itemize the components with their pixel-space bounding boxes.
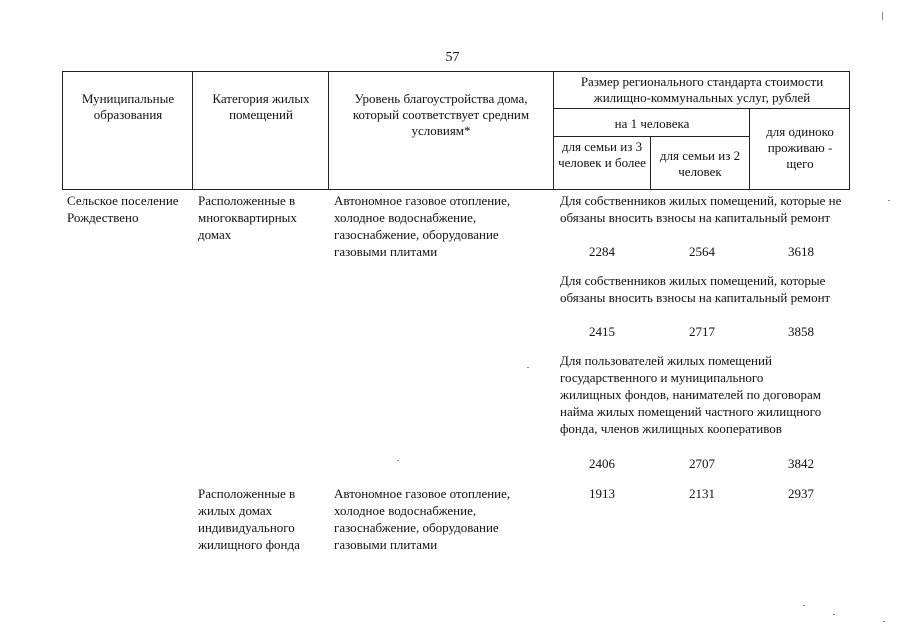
row1-category: Расположенные в многоквартирных домах: [198, 193, 297, 242]
scan-speck: [882, 12, 883, 20]
scan-speck: [803, 605, 805, 606]
scan-speck: [888, 200, 890, 201]
scan-speck: [833, 614, 835, 615]
row1-level: Автономное газовое отопление, холодное водоснабжение, газоснабжение, оборудование газовыми плитами: [334, 193, 511, 259]
group2-value-family2: 2717: [689, 324, 715, 339]
header-size: Размер регионального стандарта стоимости жилищно-коммунальных услуг, рублей: [580, 74, 824, 105]
row2-category: Расположенные в жилых домах индивидуального жилищного фонда: [198, 486, 300, 552]
group3-value-family3: 2406: [589, 456, 615, 471]
scan-speck: [397, 460, 399, 461]
header-cell-municipality: [62, 71, 193, 190]
group1-value-single: 3618: [788, 244, 814, 259]
group3-label: Для пользователей жилых помещений государственного и муниципального жилищных фондов, нанимателей по договорам найма жилых помещений частного жилищного фонда, членов жилищных кооперативов: [560, 353, 822, 436]
group1-label: Для собственников жилых помещений, которые не обязаны вносить взносы на капитальный ремонт: [560, 193, 842, 225]
scan-speck: [527, 367, 529, 368]
group1-value-family2: 2564: [689, 244, 715, 259]
page-number: 57: [445, 50, 460, 65]
group2-value-single: 3858: [788, 324, 814, 339]
header-family3: для семьи из 3 человек и более: [558, 139, 646, 170]
header-per-person: на 1 человека: [614, 116, 690, 131]
header-level: Уровень благоустройства дома, который соответствует средним условиям*: [352, 91, 530, 138]
scan-speck: [883, 621, 885, 622]
group3-value-single: 3842: [788, 456, 814, 471]
header-family2: для семьи из 2 человек: [659, 148, 741, 179]
row2-value-family3: 1913: [589, 486, 615, 501]
header-municipality: Муниципальные образования: [81, 91, 175, 122]
group1-value-family3: 2284: [589, 244, 615, 259]
group2-label: Для собственников жилых помещений, которые обязаны вносить взносы на капитальный ремонт: [560, 273, 831, 305]
header-category: Категория жилых помещений: [212, 91, 310, 122]
row2-value-family2: 2131: [689, 486, 715, 501]
header-single: для одиноко проживаю - щего: [766, 124, 834, 171]
group2-value-family3: 2415: [589, 324, 615, 339]
municipality-name: Сельское поселение Рождествено: [67, 193, 179, 225]
row2-level: Автономное газовое отопление, холодное водоснабжение, газоснабжение, оборудование газовыми плитами: [334, 486, 511, 552]
header-cell-category: [192, 71, 329, 190]
row2-value-single: 2937: [788, 486, 814, 501]
group3-value-family2: 2707: [689, 456, 715, 471]
